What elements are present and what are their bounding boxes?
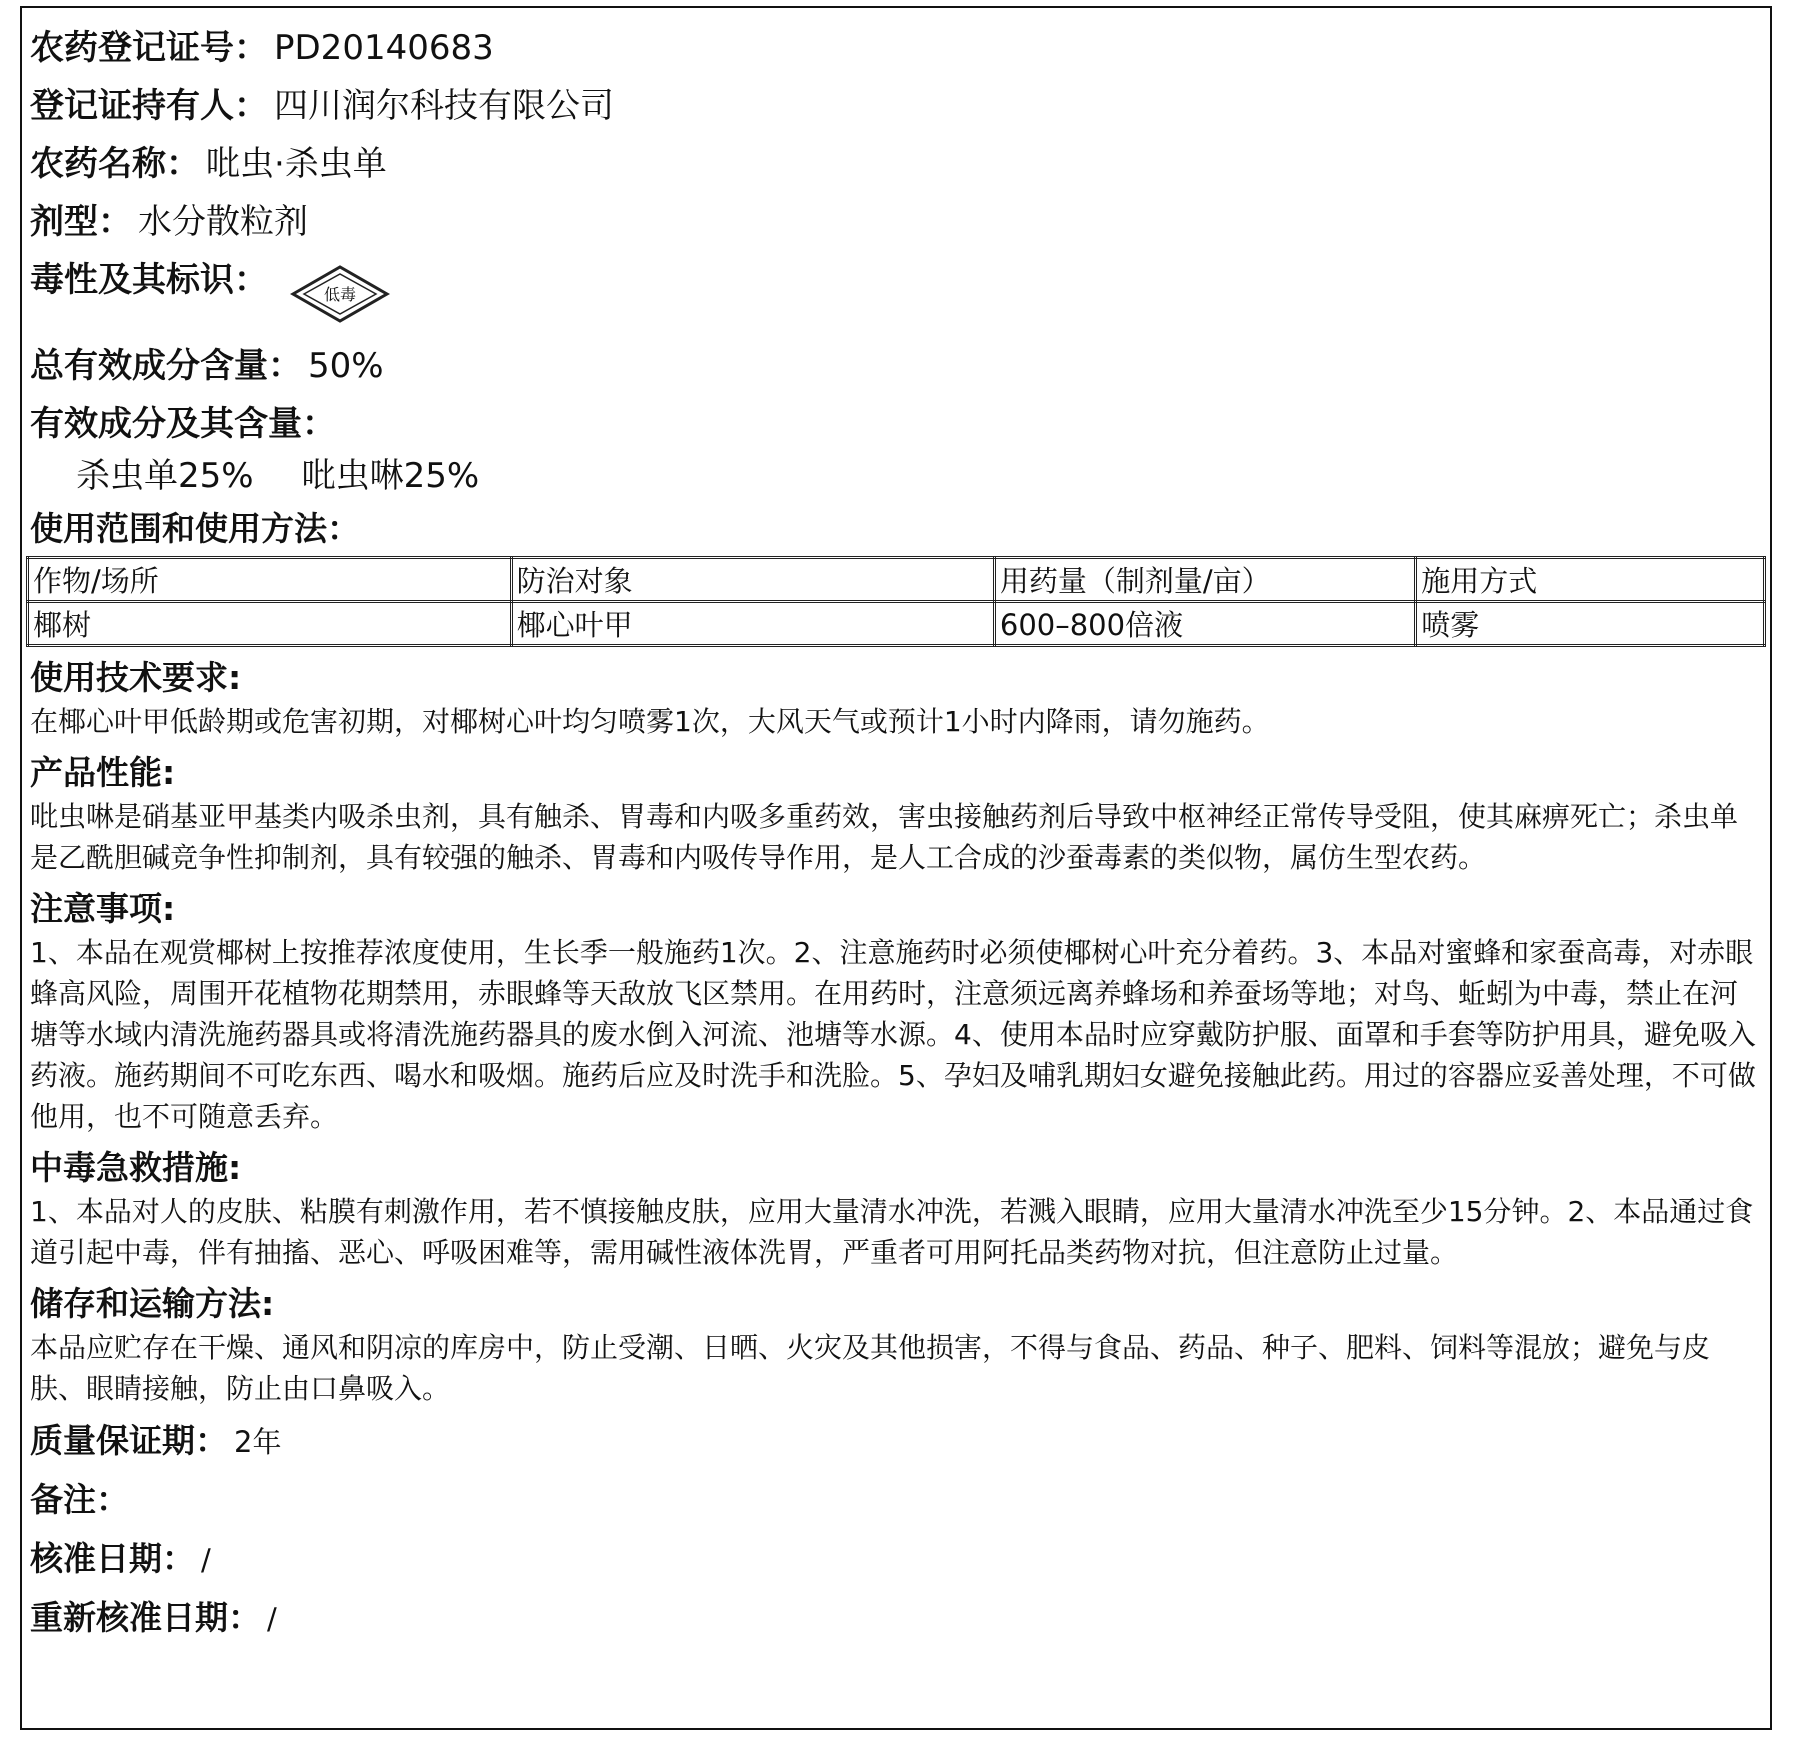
reapproval-date-label: 重新核准日期： — [30, 1598, 261, 1637]
table-row — [28, 602, 1765, 646]
usage-heading: 使用范围和使用方法： — [30, 509, 360, 548]
toxicity-row — [30, 254, 1770, 340]
formulation-label: 剂型： — [30, 202, 132, 242]
pesticide-label-document — [20, 6, 1772, 1730]
table-header-row — [28, 558, 1765, 602]
registration-number-value: PD20140683 — [274, 28, 494, 68]
table-header-cell: 用药量（制剂量/亩） — [994, 558, 1415, 602]
total-content-label: 总有效成分含量： — [30, 346, 302, 386]
registration-number-row — [30, 22, 1770, 74]
low-toxicity-sign-icon — [290, 264, 390, 324]
shelf-life-row — [30, 1415, 1770, 1468]
first-aid-heading: 中毒急救措施: — [30, 1148, 242, 1187]
ingredients-heading-row — [30, 398, 1770, 450]
performance-heading: 产品性能: — [30, 753, 176, 792]
approval-date-label: 核准日期： — [30, 1539, 195, 1578]
ingredients-list — [30, 450, 1770, 502]
storage-text: 本品应贮存在干燥、通风和阴凉的库房中，防止受潮、日晒、火灾及其他损害，不得与食品、药品、种子、肥料、饲料等混放；避免与皮肤、眼睛接触，防止由口鼻吸入。 — [30, 1331, 1711, 1405]
formulation-row — [30, 196, 1770, 248]
table-header-cell: 施用方式 — [1416, 558, 1765, 602]
shelf-life-label: 质量保证期： — [30, 1421, 228, 1460]
toxicity-sign-text: 低毒 — [323, 285, 357, 304]
holder-row — [30, 80, 1770, 132]
table-header-cell: 防治对象 — [511, 558, 994, 602]
approval-date-row — [30, 1533, 1770, 1586]
holder-label: 登记证持有人： — [30, 86, 268, 126]
holder-value: 四川润尔科技有限公司 — [274, 86, 614, 126]
pesticide-name-label: 农药名称： — [30, 144, 200, 184]
total-content-value: 50% — [308, 346, 384, 386]
remarks-row — [30, 1474, 1770, 1527]
tech-requirements-text: 在椰心叶甲低龄期或危害初期，对椰树心叶均匀喷雾1次，大风天气或预计1小时内降雨，请勿施药。 — [30, 705, 1270, 738]
table-cell: 椰心叶甲 — [511, 602, 994, 646]
total-content-row — [30, 340, 1770, 392]
formulation-value: 水分散粒剂 — [138, 202, 308, 242]
table-cell: 600–800倍液 — [994, 602, 1415, 646]
tech-requirements-heading: 使用技术要求: — [30, 658, 242, 697]
registration-number-label: 农药登记证号： — [30, 28, 268, 68]
ingredient-item: 杀虫单25% — [76, 456, 254, 496]
approval-date-value: / — [201, 1543, 211, 1577]
reapproval-date-value: / — [267, 1602, 277, 1636]
performance-text: 吡虫啉是硝基亚甲基类内吸杀虫剂，具有触杀、胃毒和内吸多重药效，害虫接触药剂后导致中枢神经正常传导受阻，使其麻痹死亡；杀虫单是乙酰胆碱竞争性抑制剂，具有较强的触杀、胃毒和内吸传导作用，是人工合成的沙蚕毒素的类似物，属仿生型农药。 — [30, 800, 1739, 874]
ingredients-label: 有效成分及其含量： — [30, 404, 336, 444]
shelf-life-value: 2年 — [234, 1425, 282, 1459]
storage-heading: 储存和运输方法: — [30, 1284, 275, 1323]
precautions-heading: 注意事项: — [30, 889, 176, 928]
pesticide-name-value: 吡虫·杀虫单 — [206, 144, 387, 184]
table-header-cell: 作物/场所 — [28, 558, 512, 602]
precautions-text: 1、本品在观赏椰树上按推荐浓度使用，生长季一般施药1次。2、注意施药时必须使椰树心叶充分着药。3、本品对蜜蜂和家蚕高毒，对赤眼蜂高风险，周围开花植物花期禁用，赤眼蜂等天敌放飞区禁用。在用药时，注意须远离养蜂场和养蚕场等地；对鸟、蚯蚓为中毒，禁止在河塘等水域内清洗施药器具或将清洗施药器具的废水倒入河流、池塘等水源。4、使用本品时应穿戴防护服、面罩和手套等防护用具，避免吸入药液。施药期间不可吃东西、喝水和吸烟。施药后应及时洗手和洗脸。5、孕妇及哺乳期妇女避免接触此药。用过的容器应妥善处理，不可做他用，也不可随意丢弃。 — [30, 936, 1756, 1133]
table-cell: 喷雾 — [1416, 602, 1765, 646]
toxicity-label: 毒性及其标识： — [30, 260, 268, 300]
pesticide-name-row — [30, 138, 1770, 190]
usage-table — [26, 556, 1766, 647]
ingredient-item: 吡虫啉25% — [301, 456, 480, 496]
table-cell: 椰树 — [28, 602, 512, 646]
remarks-label: 备注： — [30, 1480, 129, 1519]
first-aid-text: 1、本品对人的皮肤、粘膜有刺激作用，若不慎接触皮肤，应用大量清水冲洗，若溅入眼睛，应用大量清水冲洗至少15分钟。2、本品通过食道引起中毒，伴有抽搐、恶心、呼吸困难等，需用碱性液体洗胃，严重者可用阿托品类药物对抗，但注意防止过量。 — [30, 1195, 1754, 1269]
reapproval-date-row — [30, 1592, 1770, 1645]
